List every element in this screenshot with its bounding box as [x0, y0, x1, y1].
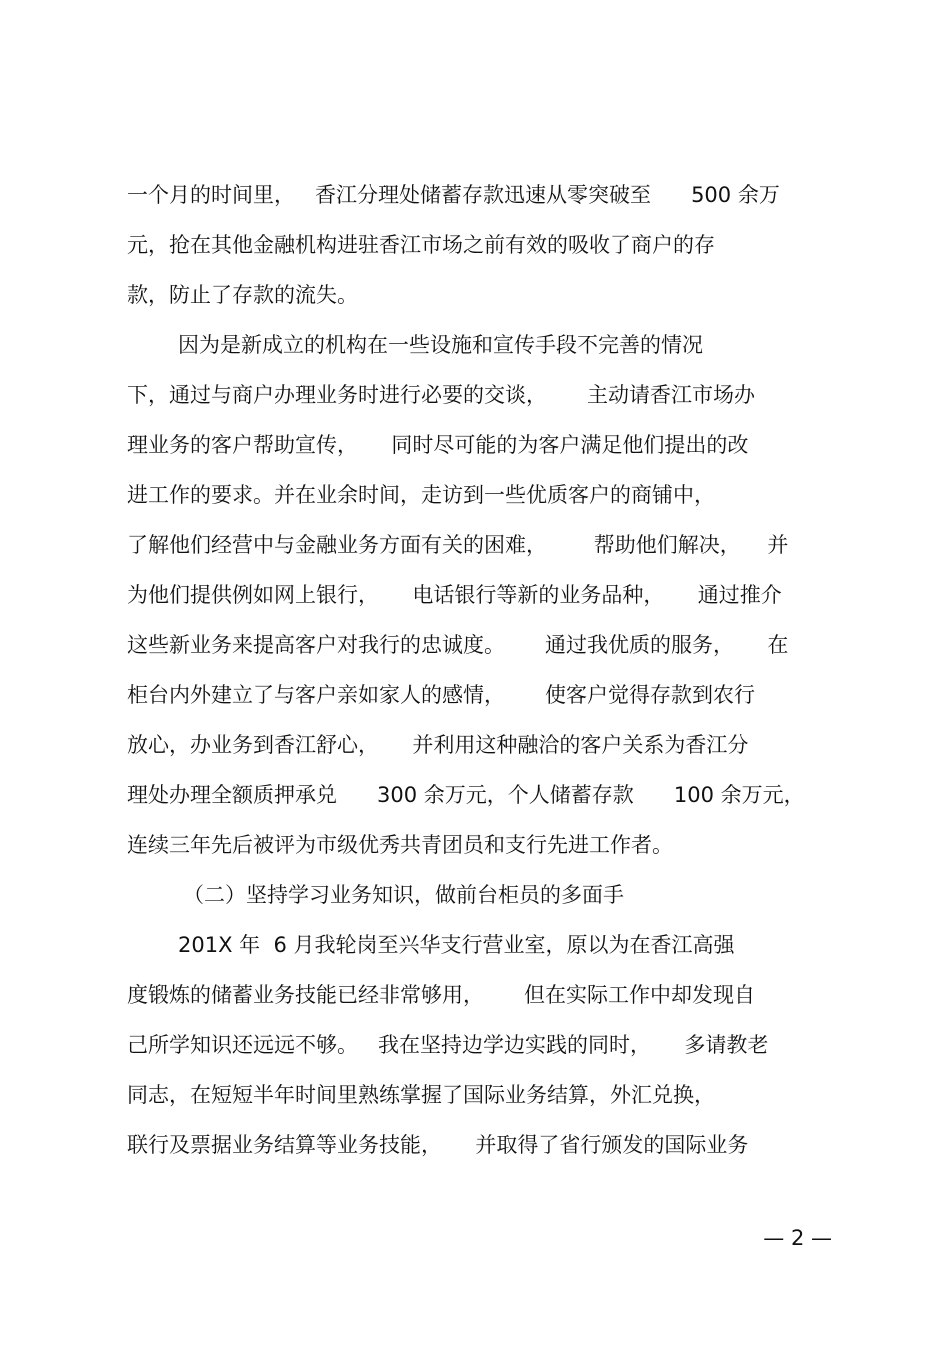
paragraph-start-line: 201X 年 6 月我轮岗至兴华支行营业室，原以为在香江高强	[178, 933, 735, 957]
body-text-line: 为他们提供例如网上银行， 电话银行等新的业务品种， 通过推介	[127, 583, 782, 607]
body-text-line: 度锻炼的储蓄业务技能已经非常够用， 但在实际工作中却发现自	[127, 983, 756, 1007]
body-text-line: 放心，办业务到香江舒心， 并利用这种融洽的客户关系为香江分	[127, 733, 749, 757]
page-number: — 2 —	[763, 1226, 832, 1250]
body-text-line: 了解他们经营中与金融业务方面有关的困难， 帮助他们解决， 并	[127, 533, 789, 557]
body-text-line: 柜台内外建立了与客户亲如家人的感情， 使客户觉得存款到农行	[127, 683, 756, 707]
body-text-line: 联行及票据业务结算等业务技能， 并取得了省行颁发的国际业务	[127, 1133, 749, 1157]
paragraph-start-line: 因为是新成立的机构在一些设施和宣传手段不完善的情况	[178, 333, 703, 357]
body-text-line: 进工作的要求。并在业余时间，走访到一些优质客户的商铺中，	[127, 483, 715, 507]
body-text-line: 款，防止了存款的流失。	[127, 283, 358, 307]
body-text-line: 理处办理全额质押承兑 300 余万元，个人储蓄存款 100 余万元，	[127, 783, 805, 807]
body-text-line: 连续三年先后被评为市级优秀共青团员和支行先进工作者。	[127, 833, 673, 857]
body-text-line: 一个月的时间里， 香江分理处储蓄存款迅速从零突破至 500 余万	[127, 183, 780, 207]
section-heading: （二）坚持学习业务知识，做前台柜员的多面手	[183, 883, 624, 907]
body-text-line: 这些新业务来提高客户对我行的忠诚度。 通过我优质的服务， 在	[127, 633, 789, 657]
body-text-line: 理业务的客户帮助宣传， 同时尽可能的为客户满足他们提出的改	[127, 433, 749, 457]
body-text-line: 同志，在短短半年时间里熟练掌握了国际业务结算，外汇兑换，	[127, 1083, 715, 1107]
body-text-line: 己所学知识还远远不够。 我在坚持边学边实践的同时， 多请教老	[127, 1033, 769, 1057]
body-text-line: 下，通过与商户办理业务时进行必要的交谈， 主动请香江市场办	[127, 383, 756, 407]
body-text-line: 元，抢在其他金融机构进驻香江市场之前有效的吸收了商户的存	[127, 233, 715, 257]
